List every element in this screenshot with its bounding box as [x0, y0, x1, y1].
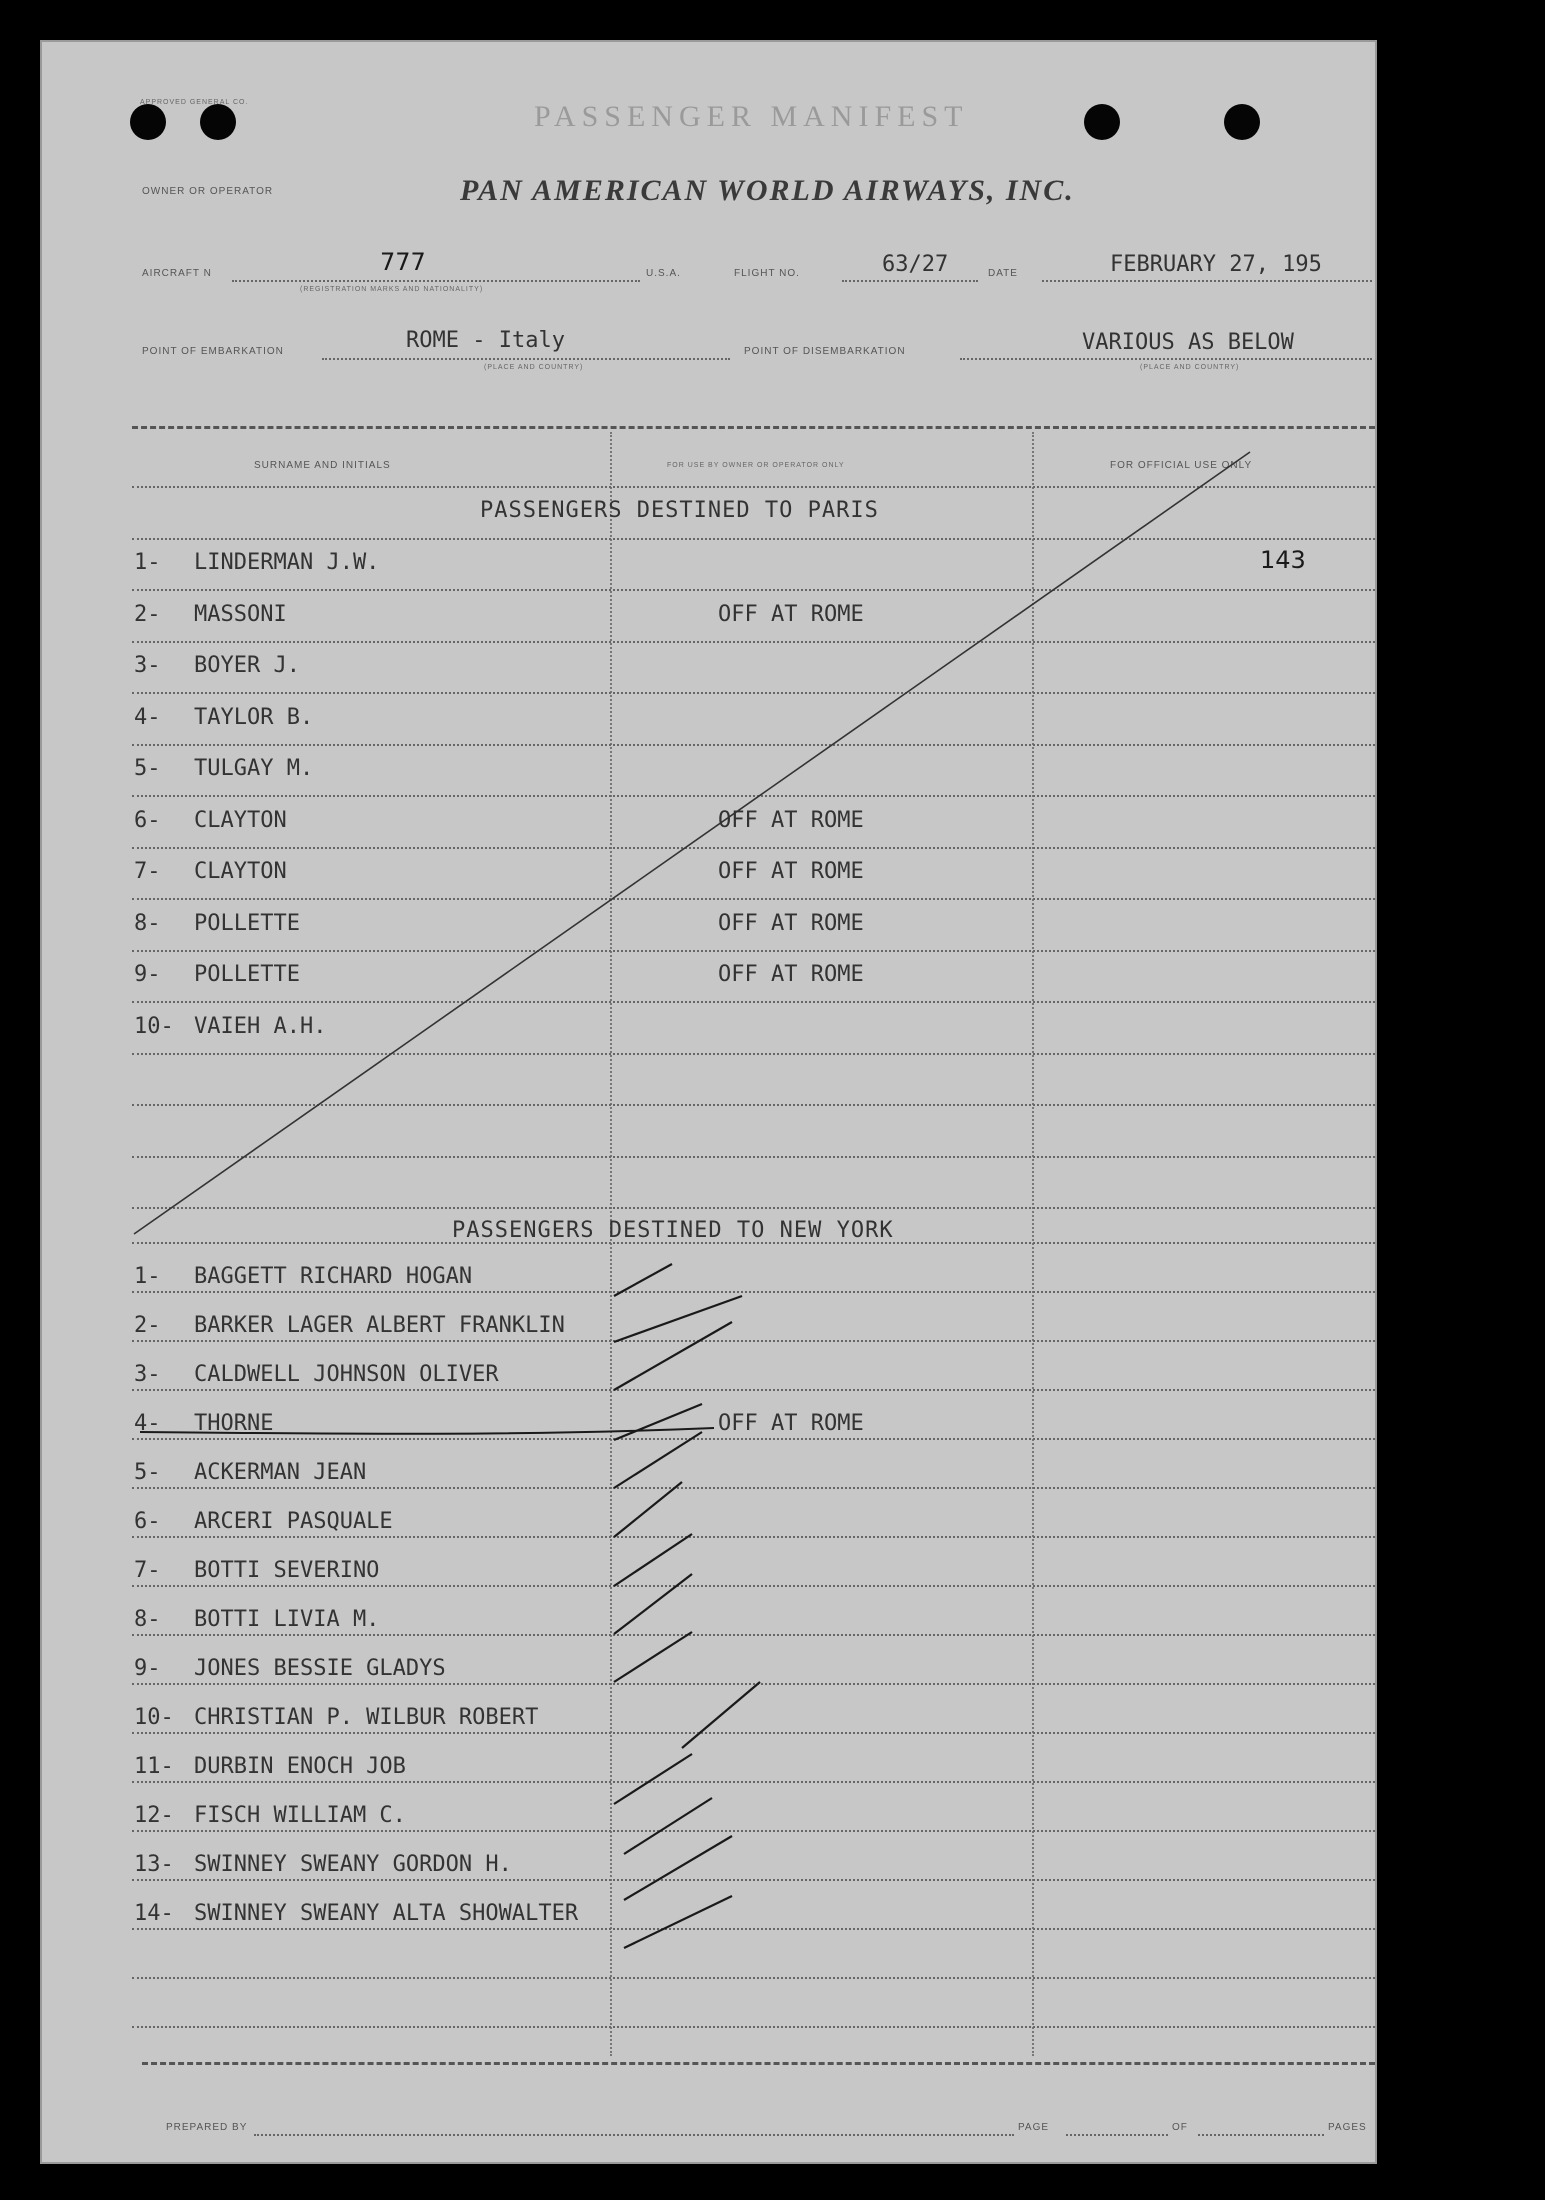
diagonal-cancel-stroke	[134, 452, 1253, 1234]
prepared-by-line	[254, 2134, 1014, 2136]
owner-value: PAN AMERICAN WORLD AIRWAYS, INC.	[460, 174, 1075, 207]
row-number: 5-	[134, 756, 161, 781]
passenger-name: CHRISTIAN P. WILBUR ROBERT	[194, 1705, 539, 1730]
row-number: 11-	[134, 1754, 174, 1779]
row-number: 2-	[134, 601, 161, 627]
operator-note: OFF AT ROME	[718, 910, 864, 936]
passenger-name: CLAYTON	[194, 859, 287, 884]
row-number: 6-	[134, 807, 161, 833]
passenger-name: POLLETTE	[194, 910, 300, 936]
passenger-name: CLAYTON	[194, 807, 287, 833]
official-number: 143	[1260, 546, 1306, 574]
row-number: 2-	[134, 1313, 161, 1338]
passenger-name: ACKERMAN JEAN	[194, 1460, 367, 1485]
row-number: 9-	[134, 1656, 161, 1681]
operator-note: OFF AT ROME	[718, 962, 864, 987]
column-header-official: FOR OFFICIAL USE ONLY	[1110, 460, 1253, 471]
passenger-name: POLLETTE	[194, 962, 300, 987]
aircraft-label: AIRCRAFT N	[142, 268, 212, 279]
paris-section-heading: PASSENGERS DESTINED TO PARIS	[480, 498, 879, 523]
row-number: 13-	[134, 1852, 174, 1877]
passenger-name: ARCERI PASQUALE	[194, 1509, 393, 1534]
column-header-operator: FOR USE BY OWNER OR OPERATOR ONLY	[667, 462, 845, 469]
row-number: 1-	[134, 550, 161, 575]
embarkation-label: POINT OF EMBARKATION	[142, 346, 284, 357]
page-title: PASSENGER MANIFEST	[534, 100, 969, 133]
row-number: 9-	[134, 962, 161, 987]
place-note: (PLACE AND COUNTRY)	[484, 364, 584, 371]
row-number: 7-	[134, 859, 161, 884]
row-number: 7-	[134, 1558, 161, 1583]
table-bottom-rule	[142, 2062, 1375, 2065]
passenger-name: BOYER J.	[194, 653, 300, 678]
row-number: 10-	[134, 1013, 174, 1039]
registration-note: (REGISTRATION MARKS AND NATIONALITY)	[300, 286, 484, 293]
row-number: 12-	[134, 1803, 174, 1828]
passenger-name: JONES BESSIE GLADYS	[194, 1656, 446, 1681]
passenger-name: SWINNEY SWEANY GORDON H.	[194, 1852, 512, 1877]
operator-note: OFF AT ROME	[718, 1411, 864, 1436]
passenger-name: TULGAY M.	[194, 756, 314, 781]
flight-label: FLIGHT NO.	[734, 268, 800, 279]
row-number: 14-	[134, 1901, 174, 1926]
place-note-2: (PLACE AND COUNTRY)	[1140, 364, 1240, 371]
date-value: FEBRUARY 27, 195	[1110, 252, 1322, 277]
row-number: 3-	[134, 1362, 161, 1387]
row-number: 4-	[134, 704, 161, 730]
operator-note: OFF AT ROME	[718, 601, 864, 627]
usa-label: U.S.A.	[646, 268, 681, 279]
passenger-name: DURBIN ENOCH JOB	[194, 1754, 406, 1779]
strike-through-line	[140, 1428, 714, 1434]
passenger-name: LINDERMAN J.W.	[194, 550, 380, 575]
row-number: 8-	[134, 1607, 161, 1632]
pages-label: PAGES	[1328, 2122, 1367, 2133]
passenger-name: FISCH WILLIAM C.	[194, 1803, 406, 1828]
passenger-name: VAIEH A.H.	[194, 1013, 327, 1039]
operator-note: OFF AT ROME	[718, 807, 864, 833]
embarkation-value: ROME - Italy	[406, 328, 565, 353]
passenger-name: BAGGETT RICHARD HOGAN	[194, 1264, 473, 1289]
passenger-name: TAYLOR B.	[194, 704, 314, 730]
row-number: 3-	[134, 653, 161, 678]
flight-value: 63/27	[882, 252, 949, 277]
passenger-name: BOTTI SEVERINO	[194, 1558, 380, 1583]
passenger-name: THORNE	[194, 1411, 274, 1436]
aircraft-value: 777	[380, 248, 426, 276]
of-label: OF	[1172, 2122, 1188, 2133]
owner-label: OWNER OR OPERATOR	[142, 186, 274, 197]
row-number: 10-	[134, 1705, 174, 1730]
column-header-surname: SURNAME AND INITIALS	[254, 460, 391, 471]
pen-marks	[42, 42, 1375, 2162]
date-label: DATE	[988, 268, 1018, 279]
page-line	[1066, 2134, 1168, 2136]
row-number: 4-	[134, 1411, 161, 1436]
disembarkation-value: VARIOUS AS BELOW	[1082, 330, 1294, 355]
operator-note: OFF AT ROME	[718, 859, 864, 884]
prepared-by-label: PREPARED BY	[166, 2122, 248, 2133]
approval-note: APPROVED GENERAL CO.	[140, 99, 249, 106]
check-marks	[614, 1264, 760, 1948]
passenger-name: BOTTI LIVIA M.	[194, 1607, 380, 1632]
passenger-name: SWINNEY SWEANY ALTA SHOWALTER	[194, 1901, 579, 1926]
ny-section-heading: PASSENGERS DESTINED TO NEW YORK	[452, 1218, 894, 1243]
passenger-name: BARKER LAGER ALBERT FRANKLIN	[194, 1313, 565, 1338]
manifest-page	[40, 40, 1377, 2164]
page-label: PAGE	[1018, 2122, 1050, 2133]
disembarkation-label: POINT OF DISEMBARKATION	[744, 346, 906, 357]
passenger-name: MASSONI	[194, 601, 287, 627]
passenger-name: CALDWELL JOHNSON OLIVER	[194, 1362, 499, 1387]
row-number: 5-	[134, 1460, 161, 1485]
row-number: 8-	[134, 910, 161, 936]
of-line	[1198, 2134, 1324, 2136]
row-number: 6-	[134, 1509, 161, 1534]
row-number: 1-	[134, 1264, 161, 1289]
